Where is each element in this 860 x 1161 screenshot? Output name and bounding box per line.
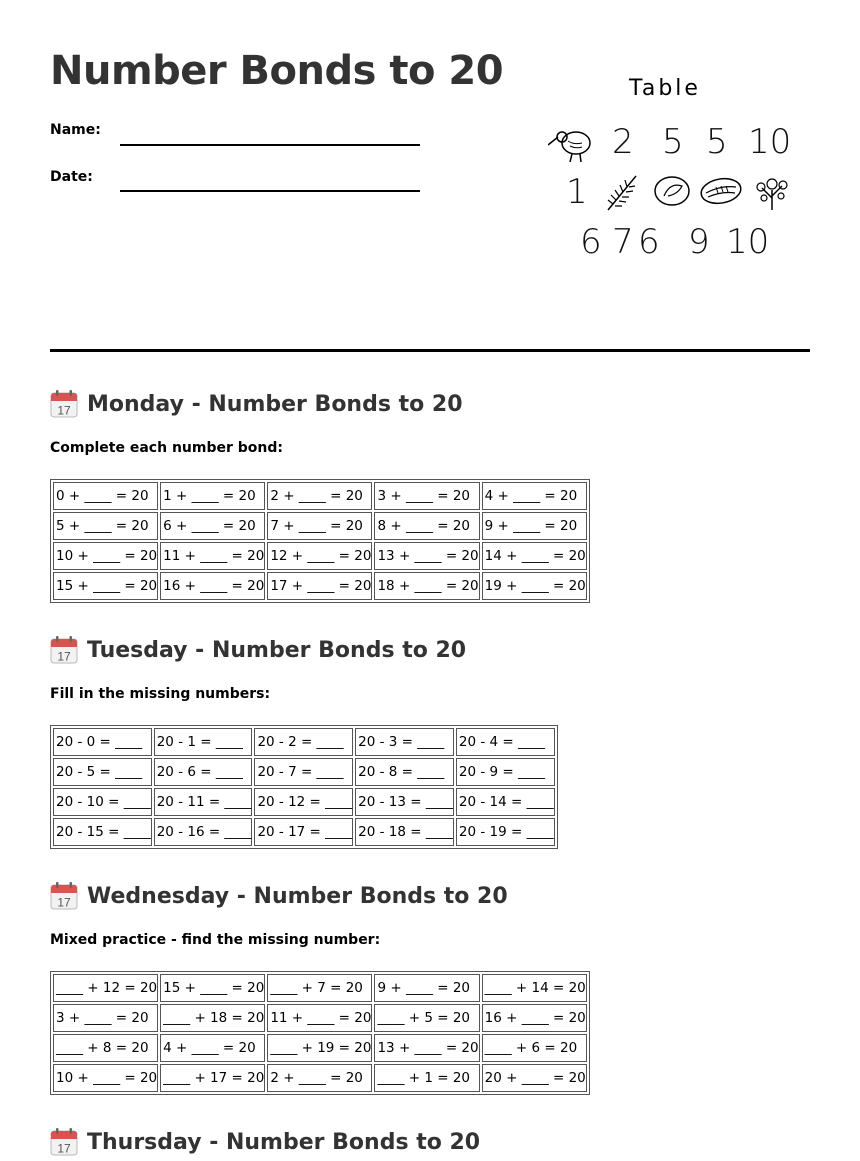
logo-char: 6 [638,222,660,262]
rugby-ball-icon [698,176,744,206]
section-title: Monday - Number Bonds to 20 [87,391,463,417]
svg-text:17: 17 [57,895,71,910]
problem-cell[interactable]: ____ + 14 = 20 [482,974,587,1002]
calendar-icon [50,1128,78,1156]
problem-cell[interactable]: 16 + ____ = 20 [160,572,265,600]
day-section [50,388,590,603]
logo-char: 10 [748,122,792,162]
table-row [53,572,587,600]
problem-cell[interactable]: 20 - 9 = ____ [456,758,555,786]
problem-cell[interactable]: 11 + ____ = 20 [160,542,265,570]
date-line[interactable] [120,190,420,192]
problem-cell[interactable]: ____ + 19 = 20 [267,1034,372,1062]
problem-cell[interactable]: 18 + ____ = 20 [374,572,479,600]
problem-cell[interactable]: 20 - 16 = ____ [154,818,253,846]
problem-cell[interactable]: 20 - 14 = ____ [456,788,555,816]
problem-cell[interactable]: 20 - 12 = ____ [254,788,353,816]
table-row [53,1034,587,1062]
problem-cell[interactable]: 4 + ____ = 20 [160,1034,265,1062]
table-row [53,482,587,510]
pohutukawa-flower-icon [754,174,790,212]
section-header [50,634,558,666]
problem-cell[interactable]: 15 + ____ = 20 [53,572,158,600]
table-row [53,818,555,846]
section-title: Thursday - Number Bonds to 20 [87,1129,481,1155]
logo-char: 5 [662,122,684,162]
problem-cell[interactable]: ____ + 18 = 20 [160,1004,265,1032]
problem-cell[interactable]: 15 + ____ = 20 [160,974,265,1002]
problem-cell[interactable]: 20 - 0 = ____ [53,728,152,756]
problem-cell[interactable]: 7 + ____ = 20 [267,512,372,540]
day-section [50,1126,480,1158]
problem-cell[interactable]: 0 + ____ = 20 [53,482,158,510]
table-row [53,788,555,816]
section-header [50,880,590,912]
logo-char: 1 [566,172,588,212]
problem-cell[interactable]: 20 - 19 = ____ [456,818,555,846]
problem-cell[interactable]: 20 - 11 = ____ [154,788,253,816]
section-header [50,388,590,420]
day-section [50,634,558,849]
problem-cell[interactable]: 20 - 15 = ____ [53,818,152,846]
logo-char: 5 [706,122,728,162]
problem-cell[interactable]: ____ + 17 = 20 [160,1064,265,1092]
name-label: Name: [50,122,101,138]
fern-leaf-icon [604,174,640,212]
problem-cell[interactable]: 17 + ____ = 20 [267,572,372,600]
problem-cell[interactable]: ____ + 6 = 20 [482,1034,587,1062]
problem-cell[interactable]: 20 - 13 = ____ [355,788,454,816]
day-section [50,880,590,1095]
logo-title: Table [629,76,701,101]
section-instruction: Mixed practice - find the missing number: [50,932,381,948]
problem-cell[interactable]: 5 + ____ = 20 [53,512,158,540]
problem-cell[interactable]: 20 - 2 = ____ [254,728,353,756]
table-row [53,512,587,540]
problem-cell[interactable]: 20 - 7 = ____ [254,758,353,786]
problem-cell[interactable]: 12 + ____ = 20 [267,542,372,570]
table-row [53,542,587,570]
problem-grid [50,479,590,603]
problem-cell[interactable]: 2 + ____ = 20 [267,1064,372,1092]
kiwi-bird-icon [548,125,596,165]
problem-cell[interactable]: ____ + 8 = 20 [53,1034,158,1062]
problem-cell[interactable]: 3 + ____ = 20 [374,482,479,510]
section-title: Wednesday - Number Bonds to 20 [87,883,508,909]
problem-cell[interactable]: 20 - 8 = ____ [355,758,454,786]
problem-cell[interactable]: 20 - 3 = ____ [355,728,454,756]
table-row [53,974,587,1002]
name-line[interactable] [120,144,420,146]
problem-cell[interactable]: ____ + 7 = 20 [267,974,372,1002]
problem-grid [50,725,558,849]
problem-cell[interactable]: 13 + ____ = 20 [374,1034,479,1062]
header-divider [50,349,810,352]
problem-cell[interactable]: 2 + ____ = 20 [267,482,372,510]
section-title: Tuesday - Number Bonds to 20 [87,637,467,663]
problem-cell[interactable]: ____ + 12 = 20 [53,974,158,1002]
calendar-icon [50,882,78,910]
table-row [53,758,555,786]
logo-char: 6 [580,222,602,262]
problem-cell[interactable]: ____ + 1 = 20 [374,1064,479,1092]
problem-grid [50,971,590,1095]
svg-text:17: 17 [57,403,71,418]
svg-text:17: 17 [57,1141,71,1156]
logo-char: 9 [688,222,710,262]
problem-cell[interactable]: 20 - 18 = ____ [355,818,454,846]
paua-shell-icon [652,174,692,208]
logo-char: 7 [612,222,634,262]
calendar-icon [50,636,78,664]
table-row [53,728,555,756]
problem-cell[interactable]: 20 - 1 = ____ [154,728,253,756]
problem-cell[interactable]: 9 + ____ = 20 [374,974,479,1002]
section-header [50,1126,480,1158]
section-instruction: Complete each number bond: [50,440,283,456]
table-logo [540,70,790,270]
date-label: Date: [50,169,93,185]
problem-cell[interactable]: 10 + ____ = 20 [53,1064,158,1092]
problem-cell[interactable]: 6 + ____ = 20 [160,512,265,540]
problem-cell[interactable]: 19 + ____ = 20 [482,572,587,600]
problem-cell[interactable]: 9 + ____ = 20 [482,512,587,540]
problem-cell[interactable]: 14 + ____ = 20 [482,542,587,570]
problem-cell[interactable]: 20 - 5 = ____ [53,758,152,786]
section-instruction: Fill in the missing numbers: [50,686,271,702]
problem-cell[interactable]: 16 + ____ = 20 [482,1004,587,1032]
table-row [53,1064,587,1092]
problem-cell[interactable]: 8 + ____ = 20 [374,512,479,540]
problem-cell[interactable]: 3 + ____ = 20 [53,1004,158,1032]
problem-cell[interactable]: ____ + 5 = 20 [374,1004,479,1032]
table-row [53,1004,587,1032]
problem-cell[interactable]: 1 + ____ = 20 [160,482,265,510]
logo-char: 2 [612,122,634,162]
problem-cell[interactable]: 13 + ____ = 20 [374,542,479,570]
problem-cell[interactable]: 10 + ____ = 20 [53,542,158,570]
problem-cell[interactable]: 20 - 4 = ____ [456,728,555,756]
logo-char: 10 [726,222,770,262]
calendar-icon [50,390,78,418]
problem-cell[interactable]: 20 - 17 = ____ [254,818,353,846]
problem-cell[interactable]: 11 + ____ = 20 [267,1004,372,1032]
problem-cell[interactable]: 20 + ____ = 20 [482,1064,587,1092]
problem-cell[interactable]: 4 + ____ = 20 [482,482,587,510]
problem-cell[interactable]: 20 - 10 = ____ [53,788,152,816]
page-title: Number Bonds to 20 [50,48,504,94]
svg-text:17: 17 [57,649,71,664]
problem-cell[interactable]: 20 - 6 = ____ [154,758,253,786]
